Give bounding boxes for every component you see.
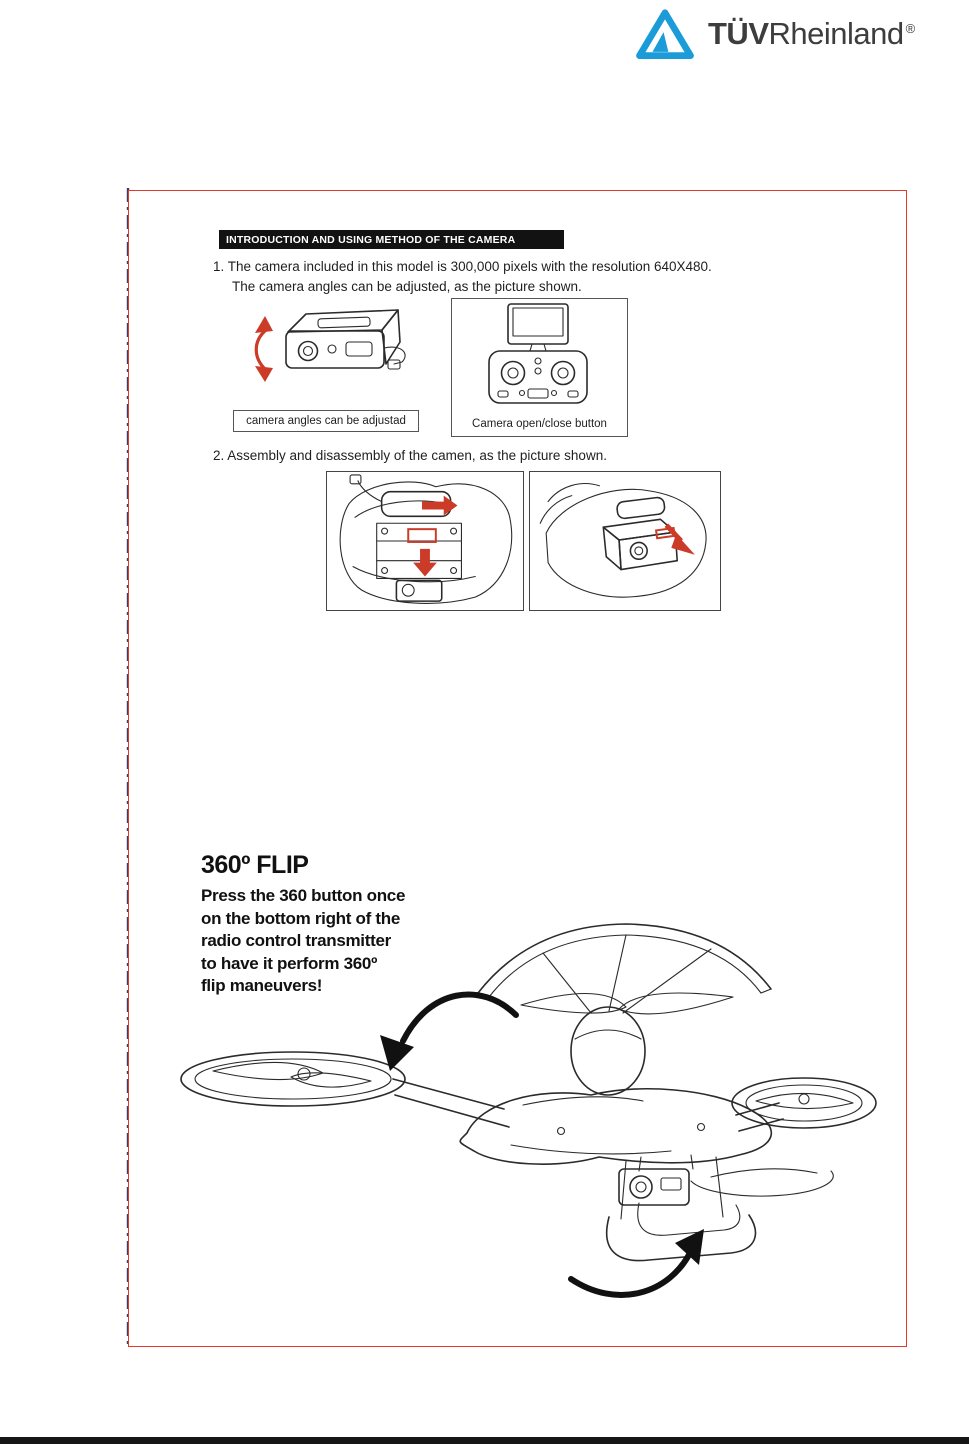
red-frame [128,190,907,1347]
red-adjust-arrow-icon [256,330,266,370]
instruction-item-1 [213,257,712,296]
red-arrow-right-icon [422,496,457,516]
figure-assembly-side [529,471,721,611]
flip-line-2: on the bottom right of the [201,908,400,928]
flip-arrow-top-head [380,1035,414,1071]
tuv-rheinland-logo [636,8,915,60]
figure-controller [451,298,628,437]
controller-illustration [452,299,625,409]
figure-camera-angle [226,298,426,432]
page-bottom-bar [0,1437,969,1444]
registered-mark: ® [905,20,915,36]
drone-flip-illustration [171,919,881,1311]
tuv-wordmark-regular: Rheinland [768,16,904,51]
section-header-label: INTRODUCTION AND USING METHOD OF THE CAMERA [226,233,516,246]
tuv-triangle-icon [636,8,694,60]
flip-arrow-top [403,994,516,1041]
tuv-wordmark [708,16,915,52]
instruction-item-2: 2. Assembly and disassembly of the camen, as the picture shown. [213,448,607,463]
red-arrow-down-icon [413,549,437,577]
flip-line-1: Press the 360 button once [201,886,406,905]
camera-illustration [226,298,426,406]
flip-line-3: radio control transmitter [201,931,391,950]
section-header-bar [219,230,564,249]
tuv-wordmark-bold: TÜV [708,16,769,51]
drone-illustration-wrap [171,919,881,1311]
figure-assembly-top [326,471,524,611]
flip-line-5: flip maneuvers! [201,976,323,995]
figure-controller-caption: Camera open/close button [472,418,607,430]
assembly-illustration-1 [327,472,521,608]
instruction-item-1-line2: The camera angles can be adjusted, as the picture shown. [232,278,582,294]
red-slot-outline [408,529,436,542]
figure-camera-angle-caption: camera angles can be adjustad [233,410,419,432]
assembly-illustration-2 [530,472,718,608]
flip-title: 360º FLIP [201,851,309,879]
instruction-item-1-line1: 1. The camera included in this model is 300,000 pixels with the resolution 640X480. [213,259,712,274]
flip-line-4: to have it perform 360º [201,953,377,973]
